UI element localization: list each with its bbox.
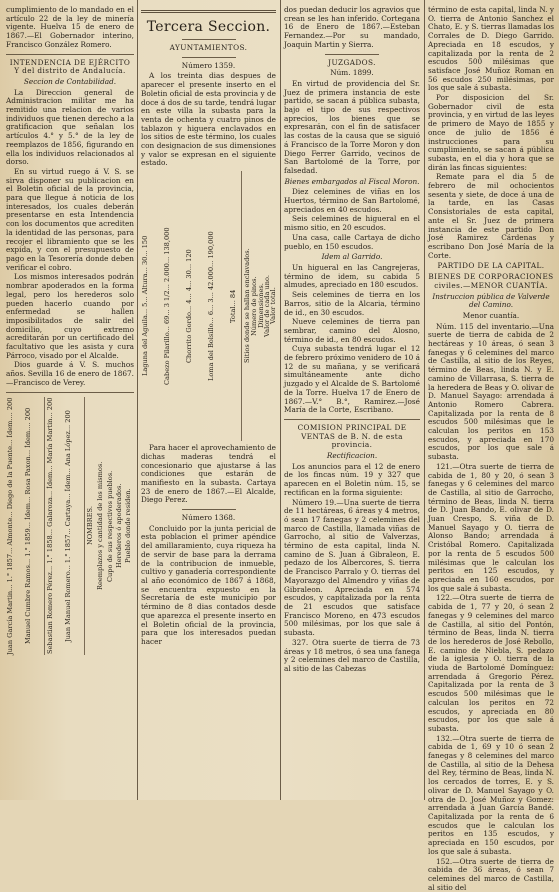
paragraph: dos puedan deducir los agravios que crean se les han inferido. Cortegana 16 de Enero de 1867.—Esteban Fernandez.—Por su mandado, Joaquin Martin y Sierra. bbox=[284, 6, 420, 50]
notice-number: Núm. 1899. bbox=[284, 69, 420, 78]
gratification-table bbox=[6, 397, 134, 655]
table-rule bbox=[44, 397, 45, 655]
table-row: Chorrito Gordo... 4... 4... 30... 120 bbox=[185, 171, 207, 441]
column-3 bbox=[284, 6, 420, 794]
section-heading: COMISION PRINCIPAL DE VENTAS de B. N. de esta provincia. bbox=[284, 424, 420, 450]
section-subheading: Seccion de Contabilidad. bbox=[6, 78, 134, 87]
divider bbox=[182, 39, 236, 40]
table-row: Laguna del Aguila... 5... Altura... 30... 150 bbox=[141, 171, 163, 441]
section-heading: INTENDENCIA DE EJÉRCITO Y del distrito de Andalucía. bbox=[6, 59, 134, 76]
table-row: Manuel Cumbre Ramos... 1.° 1859... Ídem... Rosa Paxon... Ídem.... 200 bbox=[24, 397, 42, 655]
paragraph: Un higueral en las Cangrejeras, término de idem, su cabida 5 almudes, apreciado en 180 escudos. bbox=[284, 264, 420, 290]
paragraph: Remate para el dia 5 de febrero de mil ochocientos sesenta y siete, de doce á una de la tarde, en las Casas Consistoriales de esta capital, ante el Sr. Juez de primera instancia de este partido Don José Ramirez Cárdenas y escribano Don José María de la Corte. bbox=[428, 173, 554, 260]
column-4 bbox=[428, 6, 554, 794]
paragraph: 327. Otra suerte de tierra de 73 áreas y 18 metros, ó sea una fanega y 2 celemines del marco de Castilla, al sitio de las Cabezas bbox=[284, 639, 420, 674]
paragraph: Número 19.—Una suerte de tierra de 11 hectáreas, 6 áreas y 4 metros, ó sean 17 fanegas y 2 celemines del marco de Castilla, llamada viñas de Garrocho, al sitio de Valverzas, término de esta capital, linda N. camino de S. Juan á Gibraleon, E. pedazo de los Albercores, S. tierra de Francisco Parralo y O. tierras del Mayorazgo del Almendro y viñas de Gibraleon. Apreciada en 574 escudos, y capitalizada por la renta de 21 escudos que satisface Francisco Moreno, en 473 escudos 500 milésimas, por los que sale á subasta. bbox=[284, 499, 420, 638]
paragraph: Seis celemines de higueral en el mismo sitio, en 20 escudos. bbox=[284, 215, 420, 232]
column-rule bbox=[424, 0, 425, 800]
table-header: NOMBRES. bbox=[86, 397, 96, 655]
paragraph: 121.—Otra suerte de tierra de cabida de 1, 80 y 20, ó sean 3 fanegas y 6 celemines del marco de Castilla, al sitio de Garrocho, término de Beas, linda N. tierra de D. Juan Bando, E. olivar de D. Juan Crespo, S. viña de D. Manuel Sayago y O. tierra de Alonso Bando; arrendada á Cristóbal Romero. Capitalizada por la renta de 5 escudos 500 milésimas que le calculan los peritos en 125 escudos, y apreciada en 160 escudos, por los que sale á subasta. bbox=[428, 463, 554, 594]
section-title: Tercera Seccion. bbox=[141, 19, 276, 35]
pine-table bbox=[141, 171, 276, 441]
paragraph: En virtud de providencia del Sr. Juez de primera instancia de este partido, se sacan á pública subasta, bajo el tipo de sus respectivos aprecios, los bienes que se expresarán, con el fin de satisfacer las costas de la causa que se siguió á Francisco de la Torre Moron y don Diego Ferrer Garrido, vecinos de San Bartolomé de la Torre, por falsedad. bbox=[284, 80, 420, 176]
divider bbox=[6, 392, 134, 393]
paragraph: Para hacer el aprovechamiento de dichas maderas tendrá el concesionario que ajustarse á las condiciones que estarán de manifiesto en la subasta. Cartaya 23 de enero de 1867.—El Alcalde, Diego Perez. bbox=[141, 444, 276, 505]
section-heading: BIENES DE CORPORACIONES civiles.—MENOR CUANTÍA. bbox=[428, 273, 554, 290]
paragraph: Dios guarde á V. S. muchos años. Sevilla 16 de enero de 1867.—Francisco de Verey. bbox=[6, 361, 134, 387]
paragraph: La Direccion general de Administracion militar me ha remitido una relacion de varios individuos que tienen derecho a la gratificacion que señalan los artículos 4.° y 5.° de la ley de reemplazos de 1856, figurando en ella los individuos relacionados al dorso. bbox=[6, 89, 134, 167]
table-rule bbox=[241, 171, 242, 441]
table-row: Juan García Martin... 1.° 1857... Almonte... Diego de la Puente... Ídem.... 200 bbox=[6, 397, 24, 655]
paragraph: término de esta capital, linda N. y O. tierra de Antonio Sanchez el Chato, E. y S. tierras llamadas los Corrales de D. Diego Garrido. Apreciada en 18 escudos, y capitalizada por la renta de 2 escudos 500 milésimas que satisface José Muñoz Roman en 56 escudos 250 milésimas, por los que sale á subasta. bbox=[428, 6, 554, 93]
table-header: Dimensiones. bbox=[257, 171, 263, 441]
table-header: Reemplazos y cantidad de los mismos. bbox=[96, 397, 106, 655]
paragraph: Diez celemines de viñas en los Huertos, término de San Bartolomé, apreciados en 40 escudos. bbox=[284, 188, 420, 214]
paragraph: 122.—Otra suerte de tierra de cabida de 1, 77 y 20, ó sean 2 fanegas y 9 celemines del marco de Castilla, al sitio del Pontón, término de Beas, linda N. tierra de los herederos de José Rebollo, E. camino de Niebla, S. pedazo de la iglesia y O. tierra de la viuda de Bartolomé Domínguez: arrendada á Gregorio Pérez. Capitalizada por la renta de 3 escudos 500 milésimas que le calculan los peritos en 72 escudos, y apreciada en 80 escudos, por los que sale á subasta. bbox=[428, 594, 554, 733]
divider bbox=[284, 419, 420, 420]
divider bbox=[182, 509, 236, 510]
section-heading: PARTIDO DE LA CAPITAL. bbox=[428, 262, 554, 271]
paragraph: 152.—Otra suerte de tierra de cabida de 36 áreas, ó sean 7 celemines del marco de Castilla, al sitio del bbox=[428, 858, 554, 892]
table-row: Juan Manuel Romero... 1.° 1857... Cartaya... Ídem... Ana López... 200 bbox=[64, 397, 82, 655]
table-row: Loma del Bolsillo... 6... 3... 42.000... 190,000 bbox=[207, 171, 229, 441]
section-heading: JUZGADOS. bbox=[284, 59, 420, 68]
paragraph: 132.—Otra suerte de tierra de cabida de 1, 69 y 10 ó sean 2 fanegas y 8 celemines del marco de Castilla, al sitio de la Dehesa del Rey, término de Beas, linda N. los cercados de torres, E. y S. olivar de D. Manuel Sayago y O. otra de D. José Muñoz y Gomez: arrendada á Juan Garcia Bandé. Capitalizada por la renta de 6 escudos que le calculan los peritos en 135 escudos, y apreciada en 150 escudos, por los que sale á subasta. bbox=[428, 735, 554, 857]
section-subheading: Rectificacion. bbox=[284, 452, 420, 461]
paragraph: cumplimiento de lo mandado en el artículo 22 de la ley de minería vigente. Huelva 15 de enero de 1867.—El Gobernador interino, Francisco González Romero. bbox=[6, 6, 134, 50]
column-rule bbox=[137, 0, 138, 800]
table-header: Sitios donde se hallan enclavados. bbox=[243, 171, 250, 441]
column-1 bbox=[6, 6, 134, 794]
column-rule bbox=[280, 0, 281, 800]
table-header: Cupo de sus respectivos pueblos. bbox=[106, 397, 115, 655]
divider bbox=[141, 10, 276, 13]
divider bbox=[182, 57, 236, 58]
paragraph: Concluido por la junta pericial de esta poblacion el primer apéndice del amillaramiento, cuya riqueza ha de servir de base para la derrama de la contribucion de inmueble, cultivo y ganadería correspondiente al año económico de 1867 á 1868, se encuentra expuesto en la Secretaría de este municipio por término de 8 dias contados desde que aparezca el presente inserto en el Boletin oficial de la provincia, para que los interesados puedan hacer bbox=[141, 525, 276, 647]
section-subheading: Bienes embargados al Fiscal Moron. bbox=[284, 178, 420, 187]
paragraph: Nueve celemines de tierra pan sembrar, camino del Alosno, término de id., en 80 escudos. bbox=[284, 318, 420, 344]
paragraph: A los treinta dias despues de aparecer el presente inserto en el Boletin oficial de esta provincia y de doce á dos de su tarde, tendrá lugar en este villa la subasta para la venta de ochenta y cuatro pinos de tablazon y higuera enclavados en los sitios de este término, los cuales con designacion de sus dimensiones y valor se expresan en el siguiente estado. bbox=[141, 72, 276, 168]
notice-number: Número 1368. bbox=[141, 514, 276, 523]
table-header: Valor de cada uno. bbox=[263, 171, 269, 441]
divider bbox=[6, 54, 134, 55]
paragraph: Núm. 115 del inventario.—Una suerte de tierra de cabida de 2 hectáreas y 10 áreas, ó sean 3 fanegas y 6 celemines del marco de Castilla, al sitio de los Reyes, término de Beas, linda N. y E. camino de Villarrasa, S. tierra de la heredera de Beas y O. olivar de D. Manuel Sayago: arrendada á Antonio Romero Cabrera. Capitalizada por la renta de 8 escudos 500 milésimas que le calculan los peritos en 153 escudos, y apreciada en 170 escudos, por los que sale á subasta. bbox=[428, 323, 554, 462]
table-header: Herederos ó apoderados. bbox=[115, 397, 124, 655]
notice-number: Número 1359. bbox=[141, 62, 276, 71]
paragraph: Por disposicion del Sr. Gobernador civil de esta provincia, y en virtud de las leyes de primero de Mayo de 1855 y once de julio de 1856 é instrucciones para su cumplimiento, se sacan á pública subasta, en el dia y hora que se dirán las fincas siguientes: bbox=[428, 94, 554, 172]
table-row: Sebastian Romero Pérez... 1.° 1858... Galaroza... Ídem... María Martin... 200 bbox=[46, 397, 64, 655]
table-header: Pueblo donde residen. bbox=[124, 397, 133, 655]
section-subtitle: AYUNTAMIENTOS. bbox=[141, 44, 276, 53]
section-subheading: Instruccion pública de Valverde del Camino. bbox=[428, 293, 554, 310]
paragraph: Una casa, calle Cartaya de dicho pueblo, en 150 escudos. bbox=[284, 234, 420, 251]
paragraph: Cuya subasta tendrá lugar el 12 de febrero próximo venidero de 10 á 12 de su mañana, y se verificará simultáneamente ante dicho juzgado y el Alcalde de S. Bartolomé de la Torre. Huelva 17 de Enero de 1867.—V.° B.°, Ramirez.—José María de la Corte, Escribano. bbox=[284, 345, 420, 415]
table-total: Total... 84 bbox=[229, 171, 239, 441]
paragraph: Los anuncios para el 12 de enero de los fincas núm. 19 y 327 que aparecen en el Boletin núm. 15, se rectifican en la forma siguiente: bbox=[284, 463, 420, 498]
paragraph: Seis celemines de tierra en los Barros, sitio de la Alcaria, término de id., en 30 escudos. bbox=[284, 291, 420, 317]
section-subheading: Menor cuantía. bbox=[428, 312, 554, 321]
table-row: Cabezo Pilarillo... 69... 3 1/2... 2.000... 138,000 bbox=[163, 171, 185, 441]
divider bbox=[325, 54, 379, 55]
paragraph: Los mismos interesados podrán nombrar apoderados en la forma legal, pero los herederos solo pueden hacerlo cuando por enfermedad se hallen imposibilitados de salir del domicilio, cuyo extremo acreditarán por un certificado del facultativo que les asista y cura Párroco, visado por el Alcalde. bbox=[6, 273, 134, 360]
table-header: Valor total. bbox=[269, 171, 276, 441]
table-header: Número de pinos. bbox=[250, 171, 257, 441]
table-rule bbox=[84, 397, 85, 655]
column-2 bbox=[141, 6, 276, 794]
paragraph: En su virtud ruego á V. S. se sirva disponer su publicacion en el Boletin oficial de la provincia, para que llegue á noticia de los interesados, los cuales deberán presentarse en esta Intendencia con los documentos que acrediten la identidad de las personas, para recojer el libramiento que se les expida, y con el presupuesto de pago en la Tesorería donde deben verificar el cobro. bbox=[6, 168, 134, 272]
section-subheading: Idem al Garrido. bbox=[284, 253, 420, 262]
